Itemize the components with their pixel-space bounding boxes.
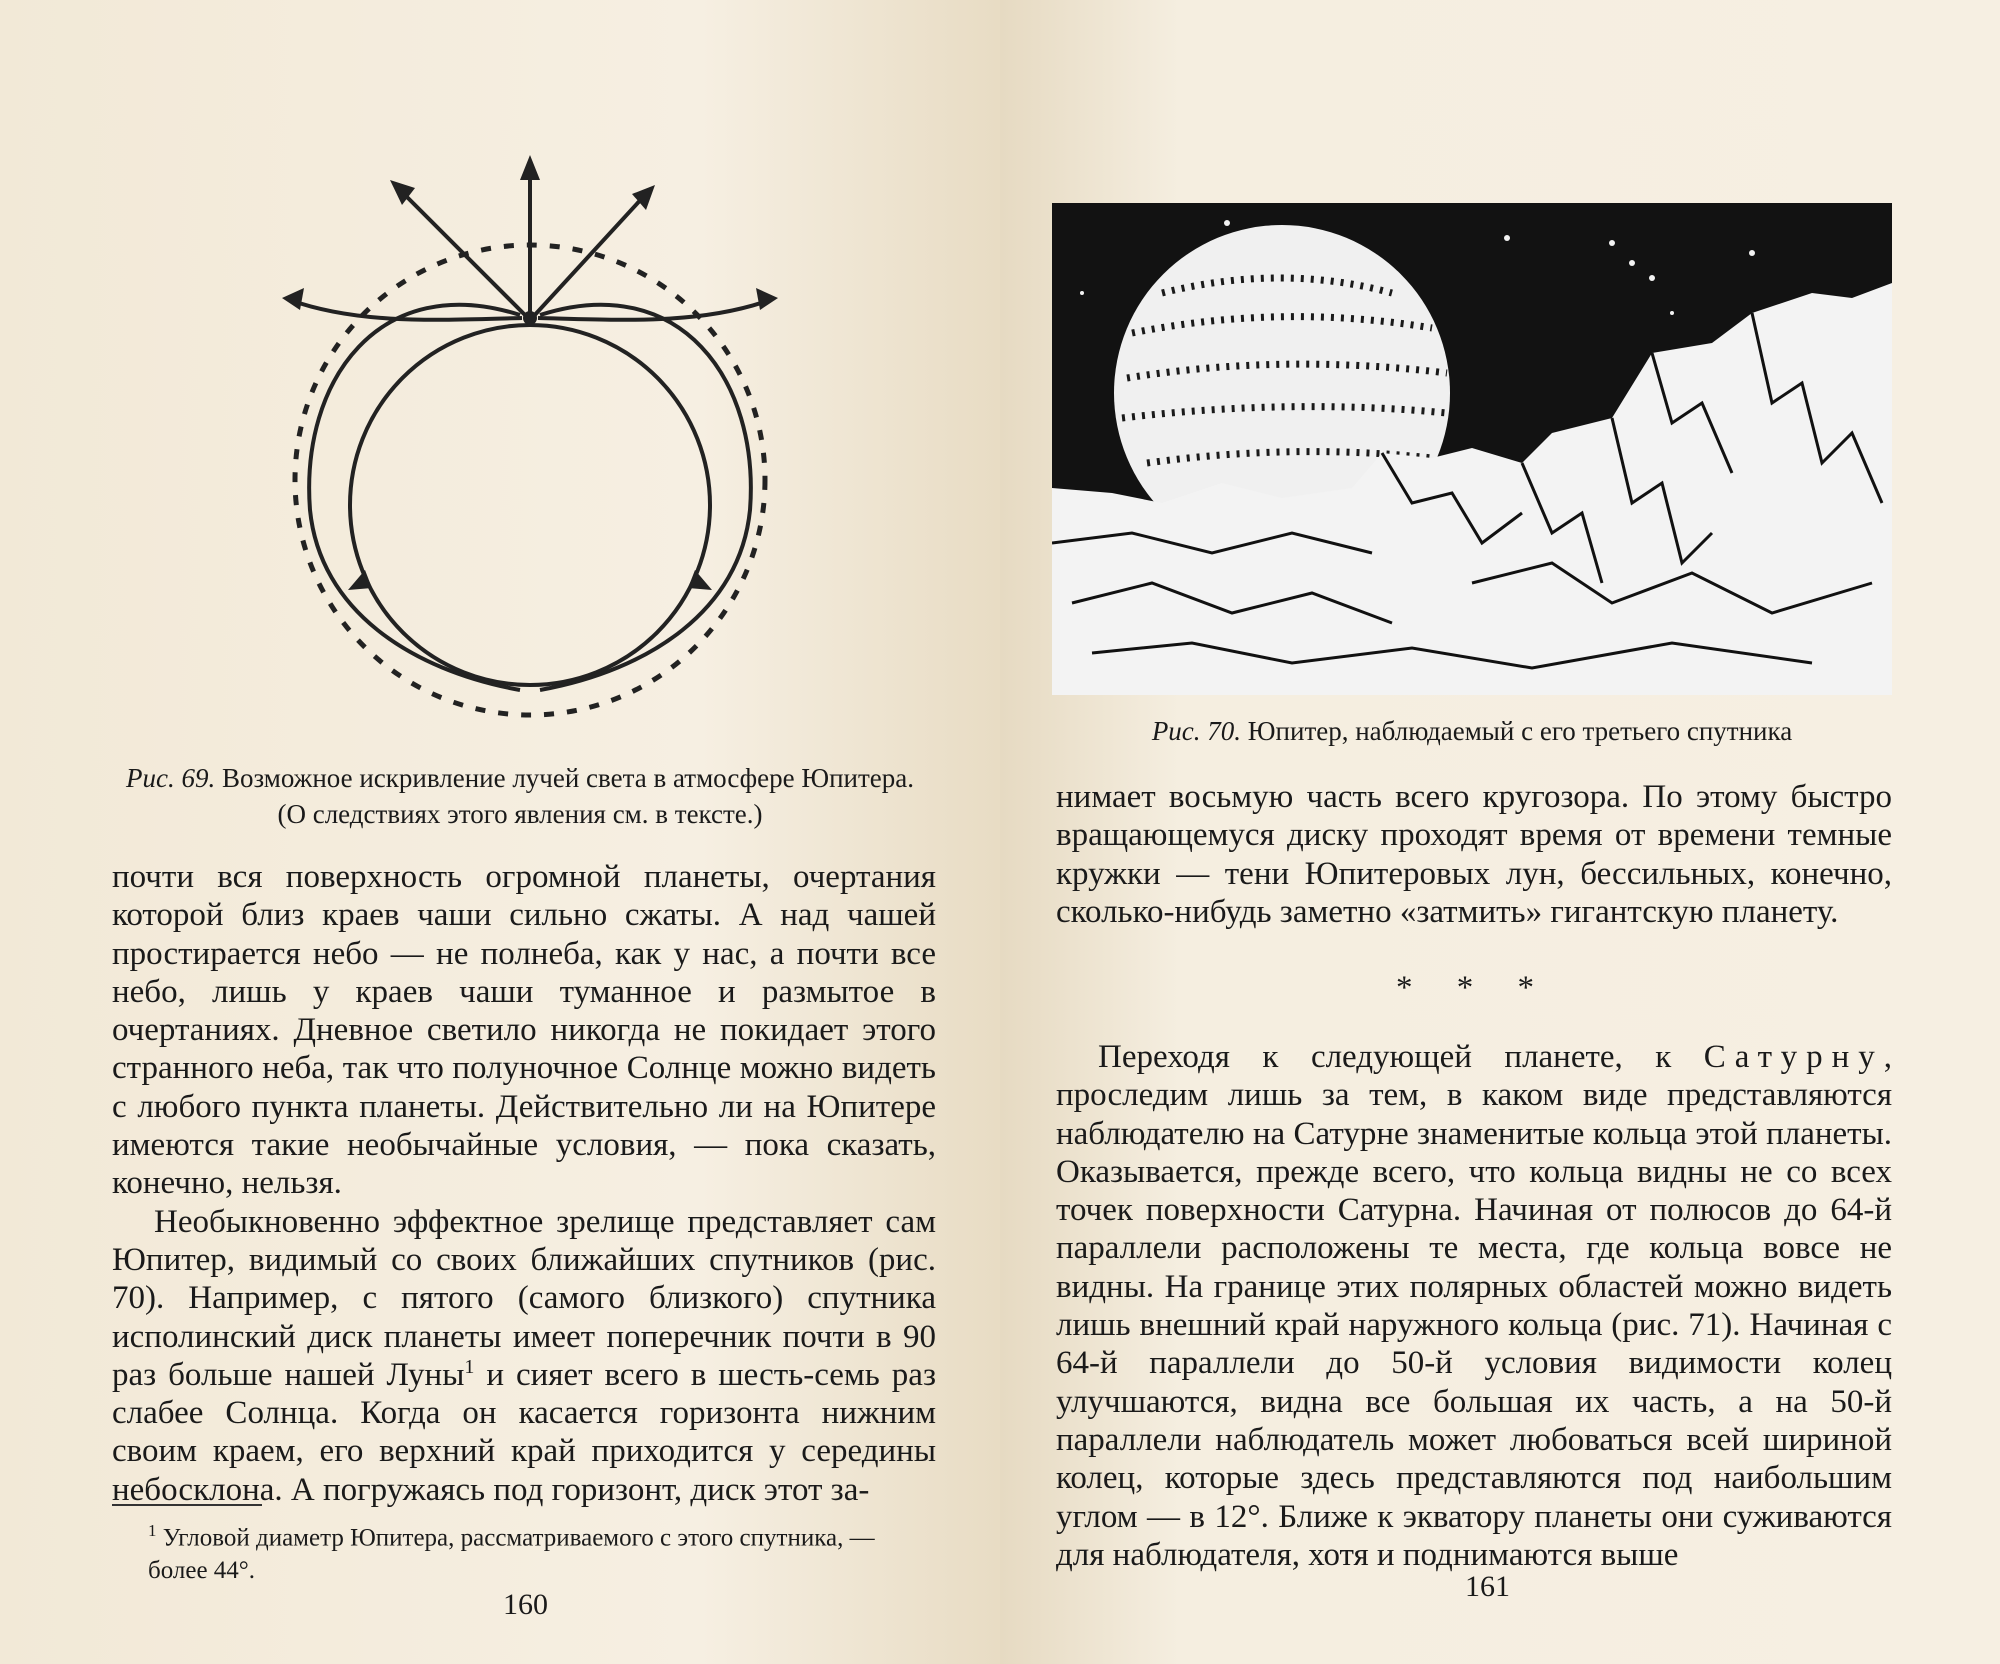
figure-69-label: Рис. 69. [125,763,216,793]
ray-origin-point [523,311,537,325]
figure-69-caption-line1: Возможное искривление лучей света в атмосфере Юпитера. [221,763,915,793]
footnote-line1: Угловой диаметр Юпитера, рассматриваемого с этого спутника, — [162,1524,875,1552]
section-separator: * * * [1396,970,1552,1006]
page-number-left: 160 [503,1588,548,1621]
left-paragraph-1: почти вся поверхность огромной планеты, очертания которой близ краев чаши сильно сжаты. А над чашей простирается небо — не полнеба, как у нас, а почти все небо, лишь у краев чаши туманное и размытое в очертаниях. Дневное светило никогда не покидает этого странного неба, так что полуночное Солнце можно видеть с любого пункта планеты. Действительно ли на Юпитере имеются такие необычайные условия, — пока сказать, конечно, нельзя. [112,859,936,1202]
footnote-mark: 1 [464,1355,475,1378]
figure-70-caption-text: Юпитер, наблюдаемый с его третьего спутника [1247,716,1793,746]
saturn-spaced-word: Сатурну [1703,1039,1884,1075]
figure-69-caption-line2: (О следствиях этого явления см. в тексте.) [277,799,763,829]
jupiter-illustration [1052,203,1892,695]
right-page [1000,0,2000,1664]
figure-70-caption [1052,716,1892,747]
straight-rays [400,165,645,318]
curved-rays [290,300,770,690]
right-body-text-2 [1056,1038,1892,1574]
light-ray-diagram [260,150,800,740]
left-paragraph-2-part1: Необыкновенно эффектное зрелище представляет сам Юпитер, видимый со своих ближайших спутников (рис. 70). Например, с пятого (самого близкого) спутника исполинский диск планеты имеет поперечник почти в 90 раз больше нашей Луны [112,1203,936,1393]
right-paragraph-2-part1: Переходя к следующей планете, к [1098,1039,1704,1075]
page-number-right: 161 [1465,1570,1510,1603]
right-paragraph-2-part2: , проследим лишь за тем, в каком виде представляются наблюдателю на Сатурне знаменитые кольца этой планеты. Оказывается, прежде всего, что кольца видны не со всех точек поверхности Сатурна. Начиная от полюсов до 64-й параллели расположены те места, где кольца вовсе не видны. На границе этих полярных областей можно видеть лишь внешний край наружного кольца (рис. 71). Начиная с 64-й параллели до 50-й условия видимости колец улучшаются, видна все большая их часть, а на 50-й параллели наблюдатель может любоваться всей шириной колец, которые здесь представляются под наибольшим углом — в 12°. Ближе к экватору планеты они суживаются для наблюдателя, хотя и поднимаются выше [1056,1039,1892,1573]
footnote-number: 1 [148,1521,157,1540]
left-paragraph-2 [112,1203,936,1509]
left-paragraph-2-part2: и сияет всего в шесть-семь раз слабее Солнца. Когда он касается горизонта нижним своим краем, его верхний край приходится у середины небосклона. А погружаясь под горизонт, диск этот за- [112,1356,936,1508]
right-body-text-1 [1056,778,1892,931]
footnote [112,1514,936,1587]
left-body-text [112,858,936,1509]
planet-circle [350,325,710,685]
right-paragraph-1: нимает восьмую часть всего кругозора. По этому быстро вращающемуся диску проходят время от времени темные кружки — тени Юпитеровых лун, бессильных, конечно, сколько-нибудь заметно «затмить» гигантскую планету. [1056,779,1892,930]
footnote-rule [112,1504,262,1506]
footnote-line2: более 44°. [148,1557,256,1585]
figure-69-caption [95,760,945,832]
figure-70-label: Рис. 70. [1151,716,1242,746]
right-paragraph-2 [1056,1038,1892,1574]
